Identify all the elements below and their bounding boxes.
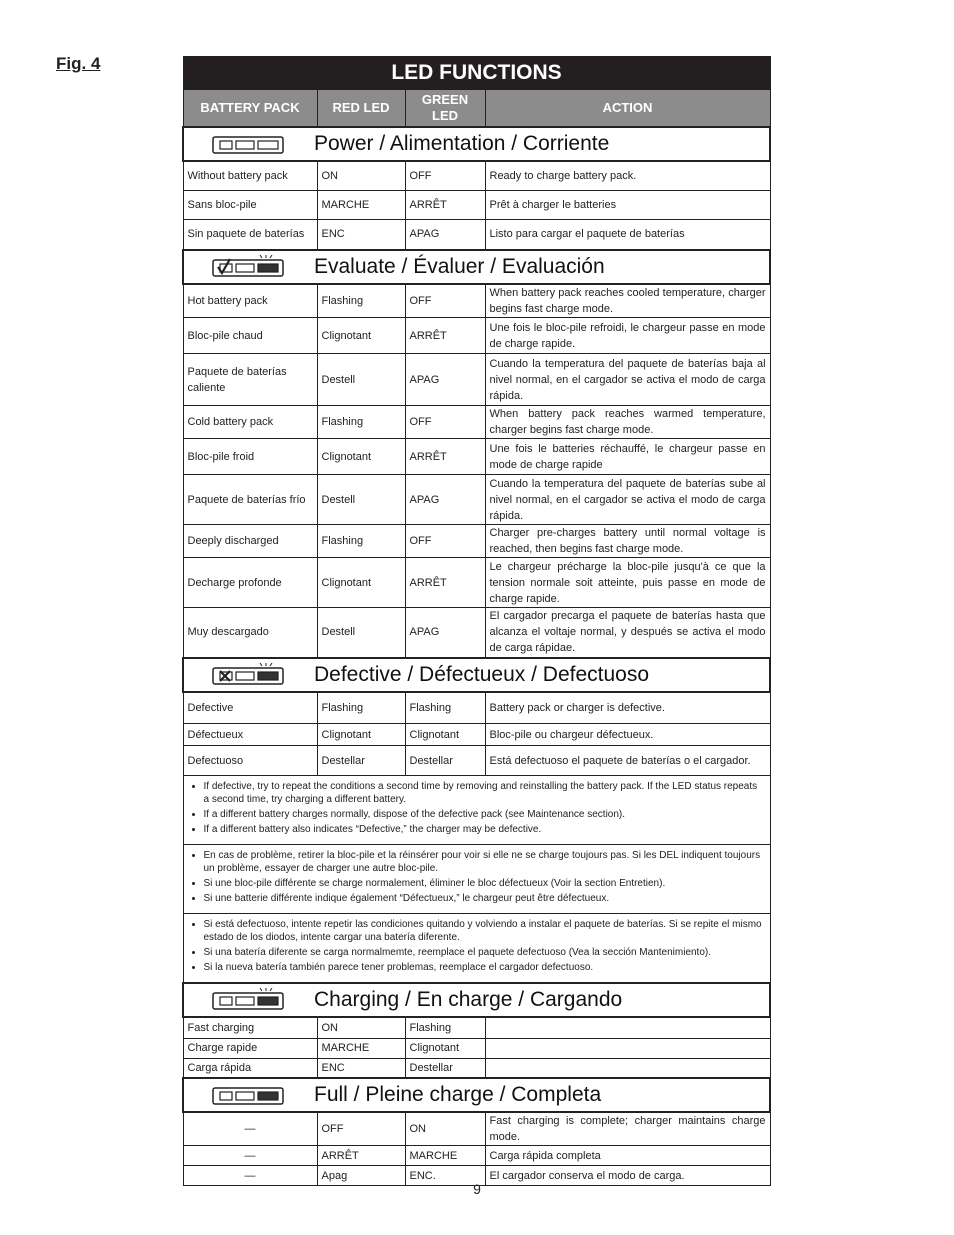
battery-pack-cell: Muy descargado [183,608,317,658]
battery-pack-cell: Cold battery pack [183,406,317,439]
action-cell: Está defectuoso el paquete de baterías o el cargador. [485,746,770,776]
green-led-cell: ARRÊT [405,558,485,608]
table-row [183,219,770,250]
table-row [183,608,770,658]
action-cell: Une fois le bloc-pile refroidi, le chargeur passe en mode de charge rapide. [485,318,770,354]
note-item: • Si está defectuoso, intente repetir las condiciones quitando y volviendo a instalar el paquete de baterías. Si se repite el mismo estado de los diodos, intente cargar una batería diferente. [204,918,764,944]
battery-pack-cell: Defective [183,692,317,724]
battery-pack-cell: Deeply discharged [183,525,317,558]
battery-pack-cell: Bloc-pile froid [183,439,317,475]
battery-full-icon [184,1083,314,1107]
battery-pack-cell: Paquete de baterías frío [183,475,317,525]
red-led-cell: ENC [317,219,405,250]
red-led-cell: Destell [317,354,405,406]
note-item: • En cas de problème, retirer la bloc-pile et la réinsérer pour voir si elle ne se charge toujours pas. Si les DEL indiquent toujours un problème, essayer de charger une autre bloc-pile. [204,849,764,875]
section-header-charging [183,983,770,1017]
table-row [183,354,770,406]
table-row [183,746,770,776]
section-header-full [183,1078,770,1112]
action-cell: Charger pre-charges battery until normal voltage is reached, then begins fast charge mode. [485,525,770,558]
action-cell: Une fois le batteries réchauffé, le chargeur passe en mode de charge rapide [485,439,770,475]
battery-pack-cell: Hot battery pack [183,284,317,318]
green-led-cell: OFF [405,525,485,558]
red-led-cell: Flashing [317,406,405,439]
battery-pack-cell: Sin paquete de baterías [183,219,317,250]
action-cell [485,1058,770,1078]
red-led-cell: Destellar [317,746,405,776]
battery-pack-cell: Carga rápida [183,1058,317,1078]
battery-pack-cell: Sans bloc-pile [183,190,317,219]
green-led-cell: ON [405,1112,485,1146]
green-led-cell: Flashing [405,1017,485,1038]
table-row [183,724,770,746]
battery-pack-cell: Fast charging [183,1017,317,1038]
green-led-cell: Destellar [405,746,485,776]
green-led-cell: Destellar [405,1058,485,1078]
green-led-cell: ARRÊT [405,439,485,475]
table-row [183,475,770,525]
table-row [183,406,770,439]
red-led-cell: MARCHE [317,1038,405,1058]
table-row [183,1146,770,1166]
note-item: • Si une batterie différente indique également “Défectueux,” le chargeur peut être défectueux. [204,892,764,905]
table-row [183,1038,770,1058]
note-item: • Si una batería diferente se carga normalmemte, reemplace el paquete defectuoso (Vea la sección Mantenimiento). [204,946,764,959]
red-led-cell: MARCHE [317,190,405,219]
header-red-led: RED LED [317,90,405,128]
action-cell: When battery pack reaches cooled temperature, charger begins fast charge mode. [485,284,770,318]
battery-charging-icon [184,988,314,1012]
red-led-cell: Flashing [317,525,405,558]
header-row [183,90,770,128]
red-led-cell: ON [317,161,405,190]
action-cell: Carga rápida completa [485,1146,770,1166]
red-led-cell: ENC [317,1058,405,1078]
battery-check-flashing-icon [184,255,314,279]
action-cell: Listo para cargar el paquete de baterías [485,219,770,250]
table-row [183,284,770,318]
battery-pack-cell: — [183,1146,317,1166]
led-functions-table [182,56,769,1186]
green-led-cell: APAG [405,608,485,658]
green-led-cell: ARRÊT [405,190,485,219]
green-led-cell: OFF [405,284,485,318]
section-header-power [183,127,770,161]
battery-pack-cell: Decharge profonde [183,558,317,608]
section-title: Evaluate / Évaluer / Evaluación [314,255,605,278]
red-led-cell: Clignotant [317,558,405,608]
page-number: 9 [473,1181,481,1197]
table-row [183,1112,770,1146]
green-led-cell: Flashing [405,692,485,724]
table-title: LED FUNCTIONS [183,57,770,90]
battery-x-flashing-icon [184,663,314,687]
figure-label: Fig. 4 [56,54,101,73]
battery-pack-cell: Paquete de baterías caliente [183,354,317,406]
green-led-cell: OFF [405,161,485,190]
red-led-cell: Apag [317,1166,405,1186]
action-cell: Le chargeur précharge la bloc-pile jusqu'à ce que la tension normale soit atteinte, puis passe en mode de charge rapide. [485,558,770,608]
green-led-cell: ENC. [405,1166,485,1186]
action-cell: Battery pack or charger is defective. [485,692,770,724]
header-action: ACTION [485,90,770,128]
table-row [183,525,770,558]
table-row [183,692,770,724]
battery-pack-cell: Charge rapide [183,1038,317,1058]
header-green-led: GREEN LED [405,90,485,128]
table-row [183,558,770,608]
action-cell: El cargador conserva el modo de carga. [485,1166,770,1186]
red-led-cell: Clignotant [317,439,405,475]
section-header-evaluate [183,250,770,284]
action-cell: Cuando la temperatura del paquete de baterías baja al nivel normal, en el cargador se activa el modo de carga rápida. [485,354,770,406]
note-item: • If defective, try to repeat the conditions a second time by removing and reinstalling the battery pack. If the LED status repeats a second time, try charging a different battery. [204,780,764,806]
battery-pack-cell: — [183,1112,317,1146]
defective-notes-fr [183,845,770,914]
battery-pack-cell: Defectuoso [183,746,317,776]
header-battery-pack: BATTERY PACK [183,90,317,128]
action-cell: Fast charging is complete; charger maintains charge mode. [485,1112,770,1146]
green-led-cell: ARRÊT [405,318,485,354]
green-led-cell: Clignotant [405,724,485,746]
red-led-cell: Flashing [317,692,405,724]
battery-empty-icon [184,132,314,156]
section-title: Power / Alimentation / Corriente [314,132,610,155]
action-cell: El cargador precarga el paquete de baterías hasta que alcanza el voltaje normal, y después se activa el modo de carga rápidae. [485,608,770,658]
green-led-cell: APAG [405,475,485,525]
battery-pack-cell: Without battery pack [183,161,317,190]
green-led-cell: MARCHE [405,1146,485,1166]
red-led-cell: Destell [317,475,405,525]
note-item: • Si une bloc-pile différente se charge normalement, éliminer le bloc défectueux (Voir la section Entretien). [204,877,764,890]
action-cell: When battery pack reaches warmed temperature, charger begins fast charge mode. [485,406,770,439]
table-row [183,318,770,354]
red-led-cell: ON [317,1017,405,1038]
table-row [183,190,770,219]
red-led-cell: Destell [317,608,405,658]
action-cell [485,1017,770,1038]
section-title: Defective / Défectueux / Defectuoso [314,662,650,686]
battery-pack-cell: Bloc-pile chaud [183,318,317,354]
note-item: • If a different battery also indicates “Defective,” the charger may be defective. [204,823,764,836]
green-led-cell: OFF [405,406,485,439]
green-led-cell: APAG [405,219,485,250]
table-row [183,161,770,190]
red-led-cell: OFF [317,1112,405,1146]
red-led-cell: Flashing [317,284,405,318]
action-cell [485,1038,770,1058]
red-led-cell: Clignotant [317,318,405,354]
battery-pack-cell: Défectueux [183,724,317,746]
green-led-cell: Clignotant [405,1038,485,1058]
green-led-cell: APAG [405,354,485,406]
defective-notes-es [183,914,770,984]
action-cell: Prêt à charger le batteries [485,190,770,219]
note-item: • If a different battery charges normally, dispose of the defective pack (see Maintenance section). [204,808,764,821]
table-row [183,1017,770,1038]
defective-notes-en [183,776,770,845]
action-cell: Ready to charge battery pack. [485,161,770,190]
table-row [183,1058,770,1078]
section-header-defective [183,658,770,692]
section-title: Full / Pleine charge / Completa [314,1083,602,1106]
red-led-cell: ARRÊT [317,1146,405,1166]
battery-pack-cell: — [183,1166,317,1186]
red-led-cell: Clignotant [317,724,405,746]
table-row [183,439,770,475]
action-cell: Bloc-pile ou chargeur défectueux. [485,724,770,746]
section-title: Charging / En charge / Cargando [314,988,623,1011]
note-item: • Si la nueva batería también parece tener problemas, reemplace el cargador defectuoso. [204,961,764,974]
action-cell: Cuando la temperatura del paquete de baterías sube al nivel normal, en el cargador se activa el modo de carga rápida. [485,475,770,525]
